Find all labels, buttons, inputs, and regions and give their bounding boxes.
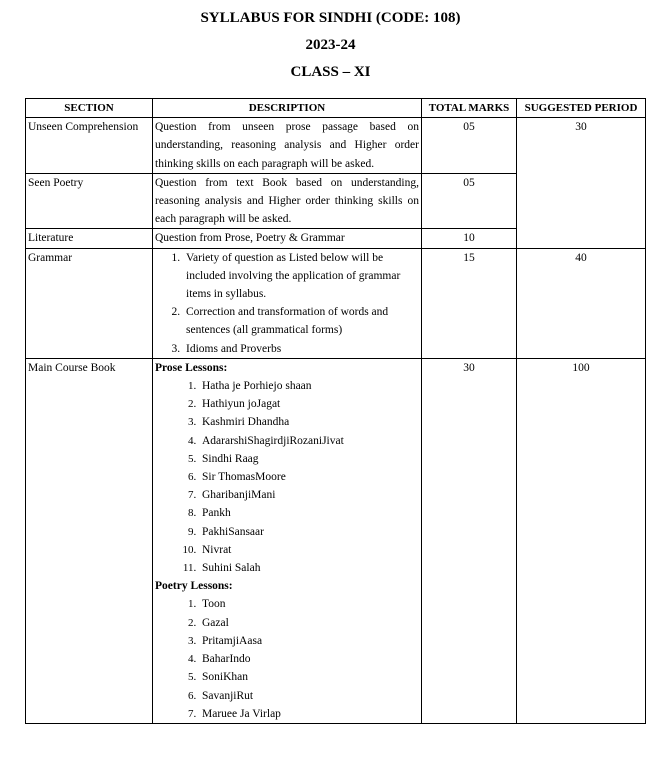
list-item: 5. Sindhi Raag: [199, 450, 419, 468]
column-header-section: SECTION: [26, 99, 153, 118]
syllabus-table: [25, 98, 646, 724]
list-item: 4. BaharIndo: [199, 650, 419, 668]
list-item: 5. SoniKhan: [199, 668, 419, 686]
list-item: 3. Idioms and Proverbs: [183, 340, 419, 358]
grammar-list: [155, 249, 419, 358]
poetry-lessons-heading: Poetry Lessons:: [155, 580, 233, 593]
list-item: 9. PakhiSansaar: [199, 523, 419, 541]
list-item: 1. Variety of question as Listed below will be included involving the application of grammar items in syllabus.: [183, 249, 419, 304]
list-item: 7. GharibanjiMani: [199, 486, 419, 504]
description-cell: Question from text Book based on understanding, reasoning analysis and Higher order thinking skills on each paragraph will be asked.: [153, 173, 422, 229]
table-row: [26, 248, 646, 358]
prose-lessons-list: [155, 377, 419, 577]
list-item: 2. Gazal: [199, 614, 419, 632]
class-heading: CLASS – XI: [290, 64, 371, 80]
title-block: [0, 0, 661, 86]
marks-cell: 15: [422, 248, 517, 358]
list-item: 3. Kashmiri Dhandha: [199, 413, 419, 431]
table-row: [26, 118, 646, 174]
column-header-suggested-period: SUGGESTED PERIOD: [517, 99, 646, 118]
poetry-lessons-list: [155, 595, 419, 722]
marks-cell: 30: [422, 358, 517, 723]
column-header-total-marks: TOTAL MARKS: [422, 99, 517, 118]
description-cell: Question from unseen prose passage based on understanding, reasoning analysis and Higher order thinking skills on each paragraph will be asked.: [153, 118, 422, 174]
list-item: 10. Nivrat: [199, 541, 419, 559]
list-item: 8. Pankh: [199, 504, 419, 522]
list-item: 1. Hatha je Porhiejo shaan: [199, 377, 419, 395]
list-item: 6. SavanjiRut: [199, 687, 419, 705]
description-cell: [153, 358, 422, 723]
section-cell: Grammar: [26, 248, 153, 358]
section-cell: Unseen Comprehension: [26, 118, 153, 174]
section-cell: Literature: [26, 229, 153, 248]
table-row: [26, 358, 646, 723]
list-item: 4. AdararshiShagirdjiRozaniJivat: [199, 432, 419, 450]
document-title: SYLLABUS FOR SINDHI (CODE: 108): [200, 10, 461, 26]
column-header-description: DESCRIPTION: [153, 99, 422, 118]
description-cell: [153, 248, 422, 358]
academic-year: 2023-24: [305, 37, 356, 53]
table-header-row: [26, 99, 646, 118]
list-item: 6. Sir ThomasMoore: [199, 468, 419, 486]
list-item: 1. Toon: [199, 595, 419, 613]
list-item: 3. PritamjiAasa: [199, 632, 419, 650]
section-cell: Seen Poetry: [26, 173, 153, 229]
period-cell: 40: [517, 248, 646, 358]
period-cell: 100: [517, 358, 646, 723]
marks-cell: 05: [422, 173, 517, 229]
marks-cell: 10: [422, 229, 517, 248]
period-cell: 30: [517, 118, 646, 248]
description-cell: Question from Prose, Poetry & Grammar: [153, 229, 422, 248]
section-cell: Main Course Book: [26, 358, 153, 723]
list-item: 11. Suhini Salah: [199, 559, 419, 577]
list-item: 2. Hathiyun joJagat: [199, 395, 419, 413]
marks-cell: 05: [422, 118, 517, 174]
list-item: 2. Correction and transformation of words and sentences (all grammatical forms): [183, 303, 419, 339]
list-item: 7. Maruee Ja Virlap: [199, 705, 419, 723]
prose-lessons-heading: Prose Lessons:: [155, 361, 228, 374]
